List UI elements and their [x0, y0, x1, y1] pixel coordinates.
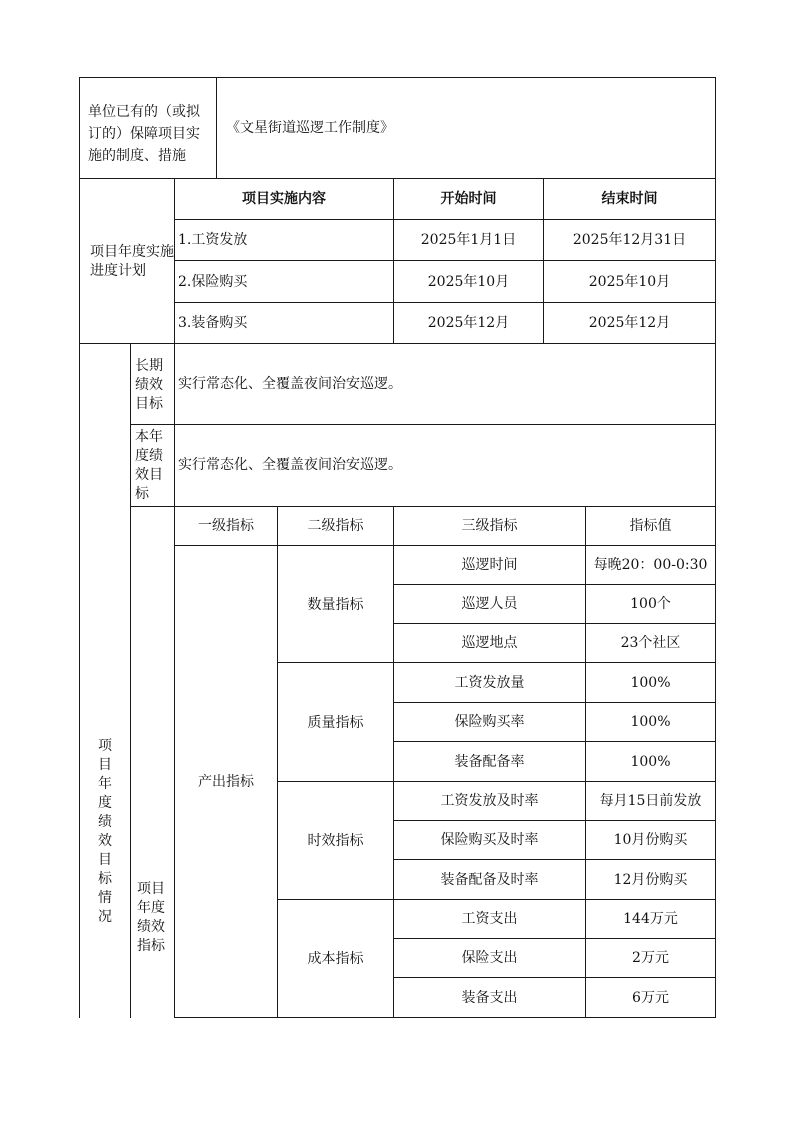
indicator-value: 10月份购买	[613, 832, 688, 848]
indicator-value: 100%	[630, 675, 671, 691]
indicator-name: 工资发放量	[454, 675, 525, 691]
goals-outer-label: 项目年度绩效目标情况	[98, 738, 112, 925]
indicator-value: 23个社区	[620, 635, 681, 651]
table-border	[393, 938, 716, 939]
table-border	[130, 506, 716, 507]
schedule-label: 项目年度实施进度计划	[90, 244, 174, 279]
schedule-row-start: 2025年10月	[427, 274, 510, 290]
schedule-row-content: 3.装备购买	[178, 315, 248, 331]
table-border	[277, 662, 716, 663]
table-border	[393, 623, 716, 624]
indicator-name: 装备配备率	[454, 754, 525, 770]
long-term-label: 长期绩效目标	[135, 358, 163, 412]
indicator-value: 2万元	[632, 950, 669, 966]
indicator-value: 每晚20：00-0:30	[593, 557, 708, 573]
table-border	[79, 77, 716, 78]
annual-value: 实行常态化、全覆盖夜间治安巡逻。	[178, 457, 402, 473]
table-border	[393, 584, 716, 585]
indicator-name: 巡逻时间	[461, 557, 518, 573]
indicator-name: 工资支出	[461, 911, 518, 927]
indicator-name: 保险购买及时率	[440, 832, 539, 848]
level1-output: 产出指标	[198, 774, 254, 790]
long-term-value: 实行常态化、全覆盖夜间治安巡逻。	[178, 376, 402, 392]
schedule-row-end: 2025年12月31日	[572, 232, 687, 248]
table-border	[130, 424, 716, 425]
indicator-name: 工资发放及时率	[440, 793, 539, 809]
schedule-header-content: 项目实施内容	[242, 191, 326, 207]
table-border	[277, 899, 716, 900]
indicator-name: 保险购买率	[454, 714, 525, 730]
indicator-name: 巡逻地点	[461, 635, 518, 651]
schedule-row-start: 2025年1月1日	[420, 232, 517, 248]
indicator-value: 每月15日前发放	[599, 793, 702, 809]
table-border	[79, 77, 80, 1018]
table-border	[174, 260, 716, 261]
level2-quantity: 数量指标	[307, 597, 364, 613]
schedule-row-end: 2025年10月	[588, 274, 671, 290]
table-border	[216, 77, 217, 178]
indicator-header-value: 指标值	[629, 518, 672, 534]
table-border	[277, 506, 278, 1018]
schedule-row-end: 2025年12月	[588, 315, 671, 331]
measures-label: 单位已有的（或拟订的）保障项目实施的制度、措施	[88, 104, 200, 164]
schedule-row-start: 2025年12月	[427, 315, 510, 331]
table-border	[393, 702, 716, 703]
indicator-name: 装备配备及时率	[440, 872, 539, 888]
table-border	[393, 977, 716, 978]
indicator-name: 装备支出	[461, 990, 518, 1006]
table-border	[393, 820, 716, 821]
table-border	[174, 343, 175, 1018]
indicator-value: 100个	[630, 596, 671, 612]
indicator-name: 巡逻人员	[461, 596, 518, 612]
level2-quality: 质量指标	[307, 715, 364, 731]
table-border	[130, 343, 131, 1018]
indicator-header-level1: 一级指标	[198, 518, 254, 534]
indicator-value: 6万元	[632, 990, 669, 1006]
table-border	[393, 741, 716, 742]
level2-timeliness: 时效指标	[307, 833, 364, 849]
table-border	[174, 302, 716, 303]
table-border	[277, 781, 716, 782]
schedule-header-end: 结束时间	[601, 191, 658, 207]
table-border	[174, 545, 716, 546]
schedule-row-content: 1.工资发放	[178, 232, 248, 248]
annual-label: 本年度绩效目标	[135, 429, 163, 502]
table-border	[393, 859, 716, 860]
level2-cost: 成本指标	[307, 951, 364, 967]
indicator-value: 144万元	[623, 911, 678, 927]
indicator-value: 100%	[630, 714, 671, 730]
indicator-header-level3: 三级指标	[461, 518, 518, 534]
indicators-label: 项目年度绩效指标	[137, 881, 165, 954]
schedule-header-start: 开始时间	[440, 191, 497, 207]
table-border	[174, 1017, 716, 1018]
indicator-header-level2: 二级指标	[307, 518, 364, 534]
indicator-value: 100%	[630, 754, 671, 770]
indicator-value: 12月份购买	[613, 872, 688, 888]
measures-value: 《文星街道巡逻工作制度》	[226, 120, 394, 136]
table-border	[174, 219, 716, 220]
indicator-name: 保险支出	[461, 950, 518, 966]
schedule-row-content: 2.保险购买	[178, 274, 248, 290]
